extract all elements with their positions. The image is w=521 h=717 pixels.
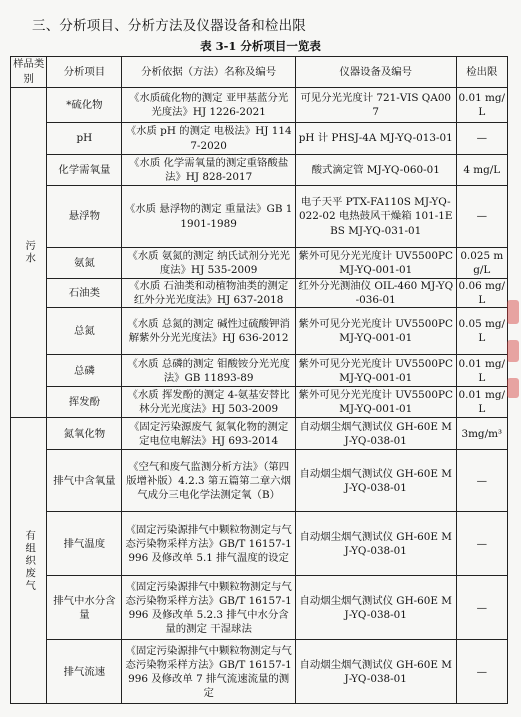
instrument-cell: 酸式滴定管 MJ-YQ-060-01 [295, 155, 456, 186]
table-row [11, 418, 508, 450]
analysis-items-table [10, 56, 508, 704]
basis-cell: 《空气和废气监测分析方法》（第四版增补版）4.2.3 第五篇第二章六烟气成分三电化学法测定氧（B） [122, 450, 296, 512]
table-row [11, 640, 508, 704]
instrument-cell: 紫外可见分光光度计 UV5500PC MJ-YQ-001-01 [295, 308, 456, 355]
limit-cell: 4 mg/L [456, 155, 507, 186]
limit-cell: 0.05 mg/L [456, 308, 507, 355]
item-cell: 排气流速 [47, 640, 122, 704]
basis-cell: 《水质 氨氮的测定 纳氏试剂分光光度法》HJ 535-2009 [122, 248, 296, 279]
item-cell: 挥发酚 [47, 387, 122, 418]
header-limit: 检出限 [456, 57, 507, 88]
table-row [11, 88, 508, 123]
table-caption: 表 3-1 分析项目一览表 [200, 39, 321, 53]
item-cell: 氨氮 [47, 248, 122, 279]
limit-cell: — [456, 640, 507, 704]
header-instrument: 仪器设备及编号 [295, 57, 456, 88]
limit-cell: — [456, 450, 507, 512]
instrument-cell: 自动烟尘烟气测试仪 GH-60E MJ-YQ-038-01 [295, 418, 456, 450]
basis-cell: 《水质 石油类和动植物油类的测定 红外分光光度法》HJ 637-2018 [122, 279, 296, 308]
limit-cell: — [456, 512, 507, 576]
table-row [11, 576, 508, 640]
table-row [11, 387, 508, 418]
table-body [11, 88, 508, 704]
header-basis: 分析依据（方法）名称及编号 [122, 57, 296, 88]
basis-cell: 《水质 化学需氧量的测定重铬酸盐法》HJ 828-2017 [122, 155, 296, 186]
instrument-cell: 红外分光测油仪 OIL-460 MJ-YQ-036-01 [295, 279, 456, 308]
limit-cell: 0.01 mg/L [456, 355, 507, 387]
header-category: 样品类别 [11, 57, 47, 88]
item-cell: 悬浮物 [47, 186, 122, 248]
basis-cell: 《固定污染源排气中颗粒物测定与气态污染物采样方法》GB/T 16157-1996 及修改单 5.2.3 排气中水分含量的测定 干湿球法 [122, 576, 296, 640]
instrument-cell: 紫外可见分光光度计 UV5500PC MJ-YQ-001-01 [295, 248, 456, 279]
instrument-cell: pH 计 PHSJ-4A MJ-YQ-013-01 [295, 123, 456, 155]
red-seal-fragment-bottom [507, 378, 519, 398]
item-cell: 排气温度 [47, 512, 122, 576]
limit-cell: — [456, 186, 507, 248]
item-cell: pH [47, 123, 122, 155]
table-row [11, 512, 508, 576]
item-cell: *硫化物 [47, 88, 122, 123]
red-seal-fragment-top [507, 300, 519, 324]
item-cell: 化学需氧量 [47, 155, 122, 186]
basis-cell: 《水质 pH 的测定 电极法》HJ 1147-2020 [122, 123, 296, 155]
section-heading: 三、分析项目、分析方法及仪器设备和检出限 [32, 18, 306, 34]
limit-cell: 0.06 mg/L [456, 279, 507, 308]
basis-cell: 《固定污染源废气 氮氧化物的测定 定电位电解法》HJ 693-2014 [122, 418, 296, 450]
basis-cell: 《固定污染源排气中颗粒物测定与气态污染物采样方法》GB/T 16157-1996 及修改单 7 排气流速流量的测定 [122, 640, 296, 704]
item-cell: 排气中含氧量 [47, 450, 122, 512]
instrument-cell: 可见分光光度计 721-VIS QA007 [295, 88, 456, 123]
instrument-cell: 自动烟尘烟气测试仪 GH-60E MJ-YQ-038-01 [295, 512, 456, 576]
category-cell: 有组织废气 [11, 418, 47, 704]
item-cell: 总氮 [47, 308, 122, 355]
table-row [11, 279, 508, 308]
instrument-cell: 紫外可见分光光度计 UV5500PC MJ-YQ-001-01 [295, 355, 456, 387]
item-cell: 石油类 [47, 279, 122, 308]
instrument-cell: 紫外可见分光光度计 UV5500PC MJ-YQ-001-01 [295, 387, 456, 418]
item-cell: 氮氧化物 [47, 418, 122, 450]
basis-cell: 《固定污染源排气中颗粒物测定与气态污染物采样方法》GB/T 16157-1996 及修改单 5.1 排气温度的设定 [122, 512, 296, 576]
table-row [11, 186, 508, 248]
red-seal-fragment-middle [507, 340, 519, 362]
table-header-row [11, 57, 508, 88]
basis-cell: 《水质 悬浮物的测定 重量法》GB 11901-1989 [122, 186, 296, 248]
instrument-cell: 自动烟尘烟气测试仪 GH-60E MJ-YQ-038-01 [295, 640, 456, 704]
limit-cell: — [456, 576, 507, 640]
table-row [11, 123, 508, 155]
table-row [11, 355, 508, 387]
basis-cell: 《水质 总氮的测定 碱性过硫酸钾消解紫外分光光度法》HJ 636-2012 [122, 308, 296, 355]
limit-cell: 3mg/m³ [456, 418, 507, 450]
item-cell: 排气中水分含量 [47, 576, 122, 640]
table-row [11, 248, 508, 279]
table-row [11, 308, 508, 355]
limit-cell: — [456, 123, 507, 155]
instrument-cell: 自动烟尘烟气测试仪 GH-60E MJ-YQ-038-01 [295, 450, 456, 512]
table-row [11, 155, 508, 186]
basis-cell: 《水质 挥发酚的测定 4-氨基安替比林分光光度法》HJ 503-2009 [122, 387, 296, 418]
instrument-cell: 自动烟尘烟气测试仪 GH-60E MJ-YQ-038-01 [295, 576, 456, 640]
category-cell: 污水 [11, 88, 47, 418]
table-row [11, 450, 508, 512]
basis-cell: 《水质 总磷的测定 钼酸铵分光光度法》GB 11893-89 [122, 355, 296, 387]
limit-cell: 0.01 mg/L [456, 88, 507, 123]
header-item: 分析项目 [47, 57, 122, 88]
basis-cell: 《水质硫化物的测定 亚甲基蓝分光光度法》HJ 1226-2021 [122, 88, 296, 123]
item-cell: 总磷 [47, 355, 122, 387]
limit-cell: 0.025 mg/L [456, 248, 507, 279]
limit-cell: 0.01 mg/L [456, 387, 507, 418]
instrument-cell: 电子天平 PTX-FA110S MJ-YQ-022-02 电热鼓风干燥箱 101-1EBS MJ-YQ-031-01 [295, 186, 456, 248]
